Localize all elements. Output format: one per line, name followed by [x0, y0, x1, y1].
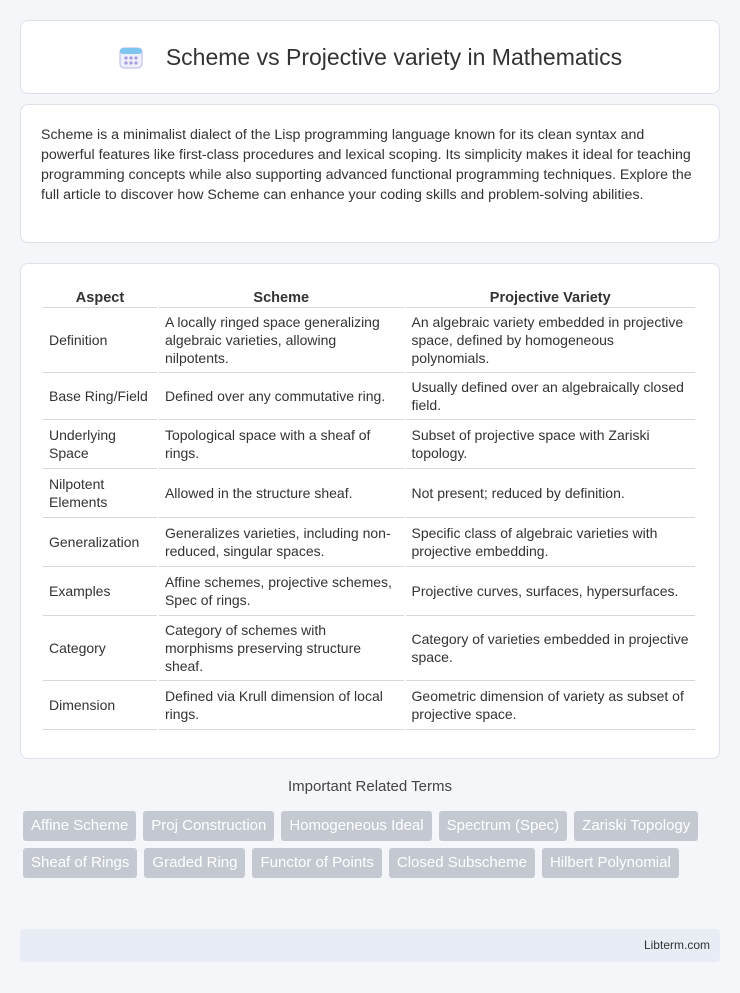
cell-scheme: A locally ringed space generalizing algebraic varieties, allowing nilpotents. — [159, 308, 404, 373]
cell-aspect: Generalization — [43, 518, 157, 567]
cell-scheme: Generalizes varieties, including non-reduced, singular spaces. — [159, 518, 404, 567]
related-term-tag[interactable]: Sheaf of Rings — [23, 848, 137, 878]
intro-card — [20, 104, 720, 243]
header-card — [20, 20, 720, 94]
header-aspect: Aspect — [43, 286, 157, 308]
table-row — [43, 567, 695, 616]
cell-projective-variety: Geometric dimension of variety as subset of projective space. — [406, 681, 695, 730]
related-term-tag[interactable]: Affine Scheme — [23, 811, 136, 841]
cell-scheme: Defined over any commutative ring. — [159, 373, 404, 420]
related-term-tag[interactable]: Closed Subscheme — [389, 848, 535, 878]
related-terms-list — [23, 811, 713, 885]
cell-projective-variety: Subset of projective space with Zariski topology. — [406, 420, 695, 469]
header-projective-variety: Projective Variety — [406, 286, 695, 308]
table-header-row — [43, 286, 695, 308]
comparison-card — [20, 263, 720, 759]
cell-scheme: Category of schemes with morphisms preserving structure sheaf. — [159, 616, 404, 681]
cell-aspect: Examples — [43, 567, 157, 616]
related-term-tag[interactable]: Homogeneous Ideal — [281, 811, 431, 841]
cell-projective-variety: Specific class of algebraic varieties with projective embedding. — [406, 518, 695, 567]
comparison-table — [41, 286, 697, 730]
cell-projective-variety: Projective curves, surfaces, hypersurfaces. — [406, 567, 695, 616]
table-row — [43, 308, 695, 373]
cell-projective-variety: Category of varieties embedded in projective space. — [406, 616, 695, 681]
table-row — [43, 518, 695, 567]
related-term-tag[interactable]: Proj Construction — [143, 811, 274, 841]
intro-text: Scheme is a minimalist dialect of the Lisp programming language known for its clean syntax and powerful features like first-class procedures and lexical scoping. Its simplicity makes it ideal for teaching programming concepts while also supporting advanced functional programming techniques. Explore the full article to discover how Scheme can enhance your coding skills and problem-solving abilities. — [41, 127, 692, 203]
related-term-tag[interactable]: Spectrum (Spec) — [439, 811, 568, 841]
cell-projective-variety: An algebraic variety embedded in projective space, defined by homogeneous polynomials. — [406, 308, 695, 373]
related-term-tag[interactable]: Functor of Points — [252, 848, 381, 878]
cell-aspect: Definition — [43, 308, 157, 373]
cell-aspect: Category — [43, 616, 157, 681]
table-row — [43, 420, 695, 469]
footer-brand[interactable]: Libterm.com — [643, 938, 710, 952]
table-row — [43, 681, 695, 730]
header-scheme: Scheme — [159, 286, 404, 308]
table-row — [43, 373, 695, 420]
related-terms-title: Important Related Terms — [288, 778, 452, 795]
cell-scheme: Affine schemes, projective schemes, Spec of rings. — [159, 567, 404, 616]
cell-projective-variety: Usually defined over an algebraically closed field. — [406, 373, 695, 420]
related-term-tag[interactable]: Graded Ring — [144, 848, 245, 878]
page-title: Scheme vs Projective variety in Mathematics — [165, 43, 623, 70]
cell-projective-variety: Not present; reduced by definition. — [406, 469, 695, 518]
cell-scheme: Defined via Krull dimension of local rings. — [159, 681, 404, 730]
cell-aspect: Underlying Space — [43, 420, 157, 469]
related-term-tag[interactable]: Hilbert Polynomial — [542, 848, 679, 878]
calendar-icon — [118, 44, 144, 70]
cell-aspect: Nilpotent Elements — [43, 469, 157, 518]
cell-aspect: Base Ring/Field — [43, 373, 157, 420]
table-row — [43, 616, 695, 681]
footer — [20, 929, 720, 962]
table-row — [43, 469, 695, 518]
related-term-tag[interactable]: Zariski Topology — [574, 811, 698, 841]
cell-scheme: Allowed in the structure sheaf. — [159, 469, 404, 518]
cell-scheme: Topological space with a sheaf of rings. — [159, 420, 404, 469]
cell-aspect: Dimension — [43, 681, 157, 730]
